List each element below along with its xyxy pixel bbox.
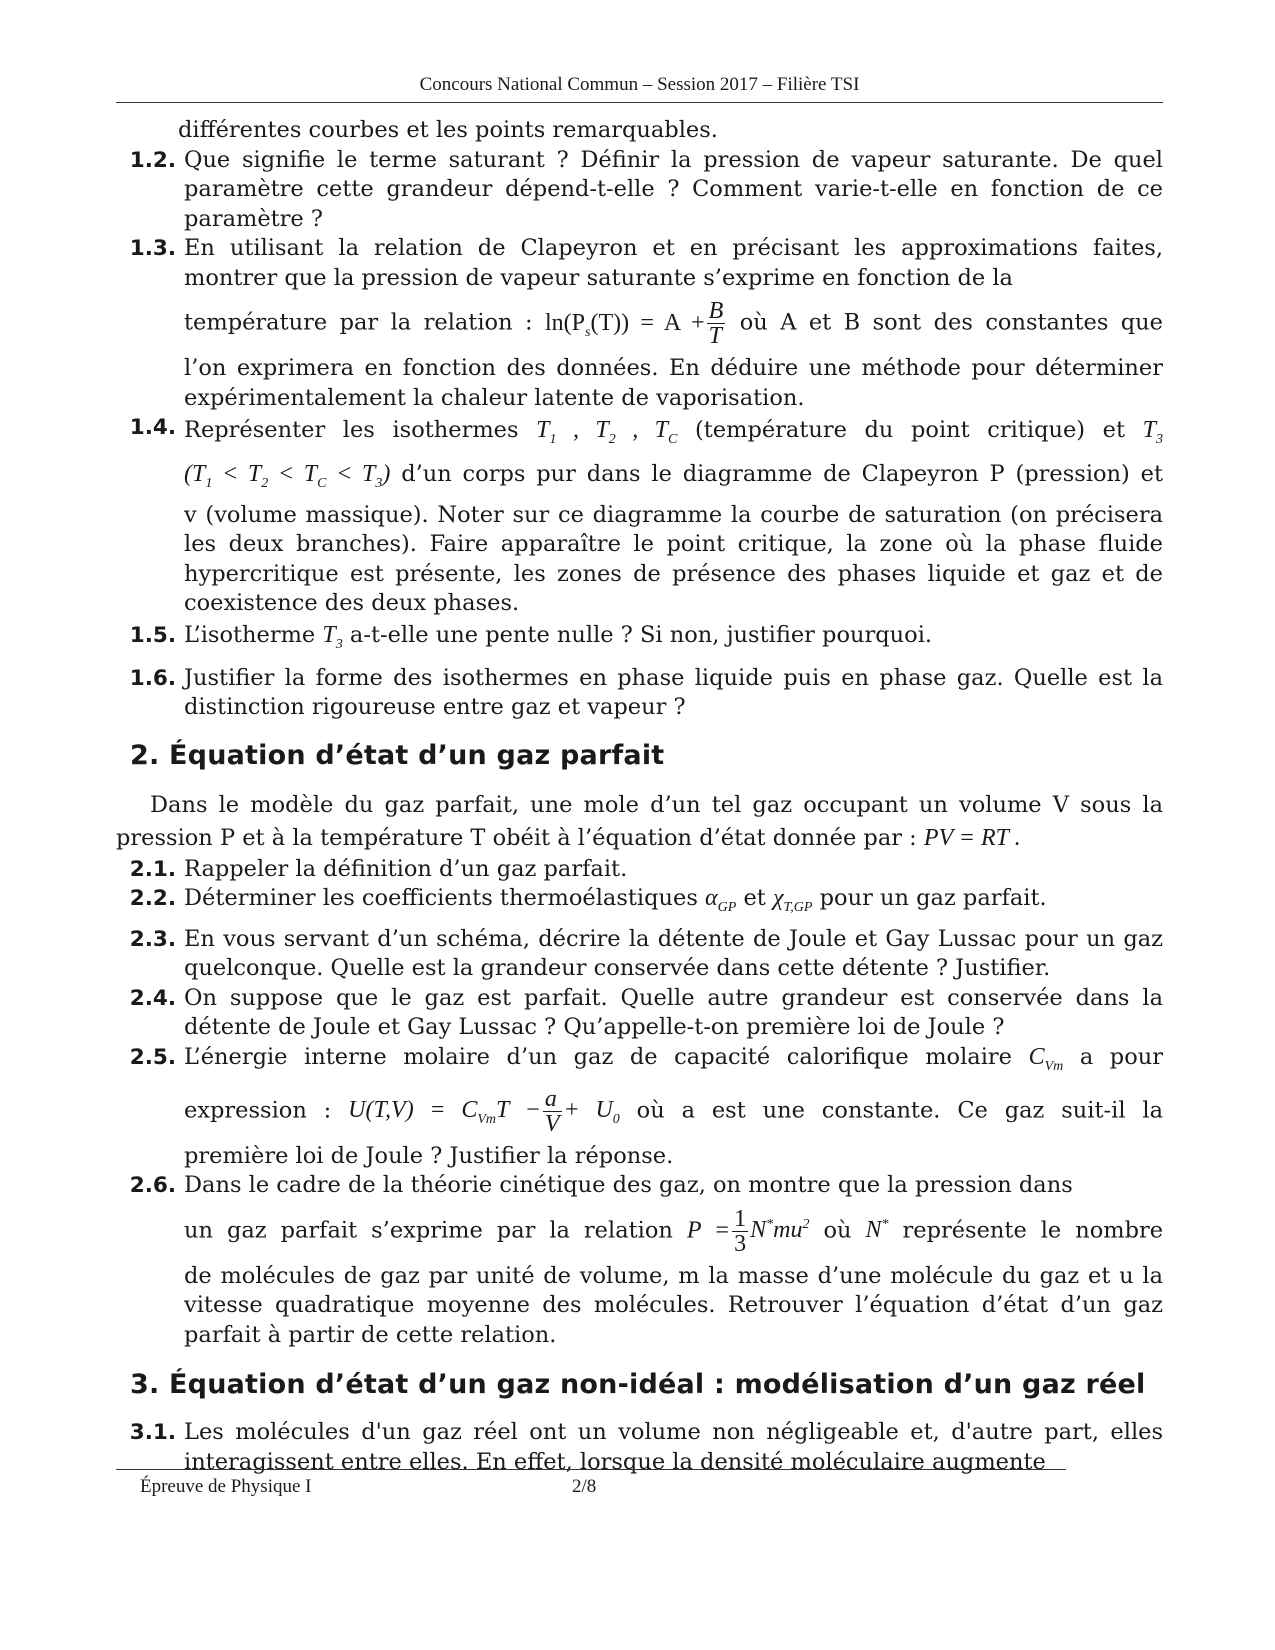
t3-symbol: $T_3$: [322, 621, 343, 652]
question-text: Déterminer les coefficients thermoélastiques: [184, 885, 698, 912]
question-text: première loi de Joule ? Justifier la réponse.: [184, 1142, 674, 1169]
question-1-6: [116, 664, 1163, 723]
question-1-4: [116, 413, 1163, 619]
question-number: 2.2.: [129, 886, 176, 912]
question-text: expression :: [184, 1097, 332, 1124]
question-number: 1.5.: [129, 622, 176, 648]
question-number: 1.2.: [129, 147, 176, 173]
question-text: d’un corps pur dans le diagramme de Clapeyron P (pression) et: [401, 460, 1164, 487]
internal-energy-formula: $U(T,V) = C_{Vm}T$ −: [348, 1097, 541, 1128]
question-text: pour un gaz parfait.: [819, 885, 1047, 912]
question-2-3: [116, 925, 1163, 984]
question-text: v (volume massique). Noter sur ce diagramme la courbe de saturation (on précisera les deux branches). Faire apparaître le point critique, la zone où la phase fluide hypercritique est présente, les zones de présence des phases liquide et gaz et de coexistence des deux phases.: [184, 501, 1163, 617]
question-2-4: [116, 984, 1163, 1043]
question-text: a pour: [1079, 1043, 1164, 1070]
section-2-intro: Dans le modèle du gaz parfait, une mole d’un tel gaz occupant un volume V sous la pression P et à la température T obéit à l’équation d’état donnée par : PV = RT .: [116, 791, 1163, 851]
question-text: Dans le cadre de la théorie cinétique des gaz, on montre que la pression dans: [184, 1172, 1073, 1199]
fraction-a-over-v: $\frac{a}{V}$: [544, 1085, 560, 1137]
question-number: 3.1.: [129, 1420, 176, 1446]
question-text: En vous servant d’un schéma, décrire la détente de Joule et Gay Lussac pour un gaz quelconque. Quelle est la grandeur conservée dans cette détente ? Justifier.: [184, 925, 1163, 982]
question-number: 2.1.: [129, 856, 176, 882]
question-text: L’isotherme: [184, 621, 316, 648]
question-text: Les molécules d'un gaz réel ont un volume non négligeable et, d'autre part, elles interagissent entre elles. En effet, lorsque la densité moléculaire augmente: [184, 1419, 1163, 1475]
question-2-6: 2.6. Dans le cadre de la théorie cinétique des gaz, on montre que la pression dans un gaz parfait s’exprime par la relation P = $\frac{1}{3}$ $N^*mu^2$ où N* représente le nombre de molécules de gaz par unité de volume, m la masse d’une molécule du gaz et u la vitesse quadratique moyenne des molécules. Retrouver l’équation d’état d’un gaz parfait à partir de cette relation.: [116, 1171, 1163, 1350]
question-text: où: [823, 1217, 852, 1244]
footer-exam-title: Épreuve de Physique I: [140, 1476, 312, 1497]
question-text: et: [743, 885, 766, 912]
question-1-3: [116, 234, 1163, 413]
question-text: où A et B sont des constantes que: [739, 309, 1163, 336]
question-text: représente le nombre: [902, 1217, 1164, 1244]
question-1-2: [116, 146, 1163, 235]
formula-clapeyron: $\ln(P_s(T)) = A$ +: [545, 309, 705, 340]
question-number: 2.3.: [129, 926, 176, 952]
page-body: [116, 116, 1163, 1477]
page-header: [116, 73, 1163, 103]
fraction-one-third: $\frac{1}{3}$: [734, 1205, 747, 1257]
question-text: En utilisant la relation de Clapeyron et en précisant les approximations faites, montrer que la pression de vapeur saturante s’exprime en fonction de la: [184, 235, 1163, 291]
question-number: 2.5.: [129, 1044, 176, 1070]
question-text: température par la relation :: [184, 309, 533, 336]
cvm-symbol: $C_{Vm}$: [1028, 1043, 1064, 1074]
ideal-gas-equation: PV = RT .: [923, 824, 1021, 851]
question-text: Rappeler la définition d’un gaz parfait.: [184, 855, 628, 882]
question-text: Justifier la forme des isothermes en phase liquide puis en phase gaz. Quelle est la distinction rigoureuse entre gaz et vapeur ?: [184, 664, 1163, 721]
temperature-inequality: $(T_1 < T_2 < T_C < T_3)$: [184, 460, 391, 491]
section-3-title: 3. Équation d’état d’un gaz non-idéal : modélisation d’un gaz réel: [130, 1369, 1146, 1401]
n-star-symbol: N*: [865, 1217, 889, 1244]
question-1-5: [116, 621, 1163, 659]
question-number: 1.3.: [129, 236, 176, 261]
page-footer: [116, 1469, 1066, 1497]
question-number: 1.4.: [129, 415, 176, 440]
header-text: Concours National Commun – Session 2017 – Filière TSI: [419, 74, 860, 95]
question-text: l’on exprimera en fonction des données. En déduire une méthode pour déterminer expérimentalement la chaleur latente de vaporisation.: [184, 355, 1163, 411]
question-2-5: 2.5. L’énergie interne molaire d’un gaz de capacité calorifique molaire $C_{Vm}$ a pour expression : $U(T,V) = C_{Vm}T$ − $\frac{a}{V}$ + $U_0$ où a est une constante. Ce gaz suit-il la première loi de Joule ? Justifier la réponse.: [116, 1043, 1163, 1172]
question-text: On suppose que le gaz est parfait. Quelle autre grandeur est conservée dans la détente de Joule et Gay Lussac ? Qu’appelle-t-on première loi de Joule ?: [184, 984, 1163, 1041]
question-text: Que signifie le terme saturant ? Définir la pression de vapeur saturante. De quel paramètre cette grandeur dépend-t-elle ? Comment varie-t-elle en fonction de ce paramètre ?: [184, 146, 1163, 232]
question-text: a-t-elle une pente nulle ? Si non, justifier pourquoi.: [349, 621, 933, 648]
question-number: 1.6.: [129, 665, 176, 691]
question-number: 2.6.: [129, 1173, 176, 1199]
alpha-gp-symbol: $\alpha_{GP}$: [705, 885, 737, 916]
chi-tgp-symbol: $\chi_{T,GP}$: [772, 885, 813, 916]
continuation-line: différentes courbes et les points remarquables.: [178, 117, 718, 143]
question-text: de molécules de gaz par unité de volume, m la masse d’une molécule du gaz et u la vitesse quadratique moyenne des molécules. Retrouver l’équation d’état d’un gaz parfait à partir de cette relation.: [184, 1262, 1163, 1348]
pressure-formula: P =: [686, 1217, 731, 1244]
question-text: Représenter les isothermes: [184, 417, 519, 443]
t3-symbol: $T_3$: [1142, 417, 1164, 447]
fraction-b-over-t: $\frac{B}{T}$: [708, 298, 724, 349]
question-text: L’énergie interne molaire d’un gaz de capacité calorifique molaire: [184, 1043, 1012, 1070]
question-2-2: [116, 884, 1163, 922]
question-text: un gaz parfait s’exprime par la relation: [184, 1217, 673, 1244]
question-text: (température du point critique) et: [694, 417, 1126, 443]
footer-page-number: 2/8: [572, 1476, 597, 1497]
isotherm-symbols: $T_1$ , $T_2$ , $T_C$: [536, 417, 678, 447]
question-text: où a est une constante. Ce gaz suit-il la: [636, 1097, 1164, 1124]
question-number: 2.4.: [129, 985, 176, 1011]
section-2-title: 2. Équation d’état d’un gaz parfait: [130, 739, 665, 771]
question-2-1: [116, 855, 1163, 885]
